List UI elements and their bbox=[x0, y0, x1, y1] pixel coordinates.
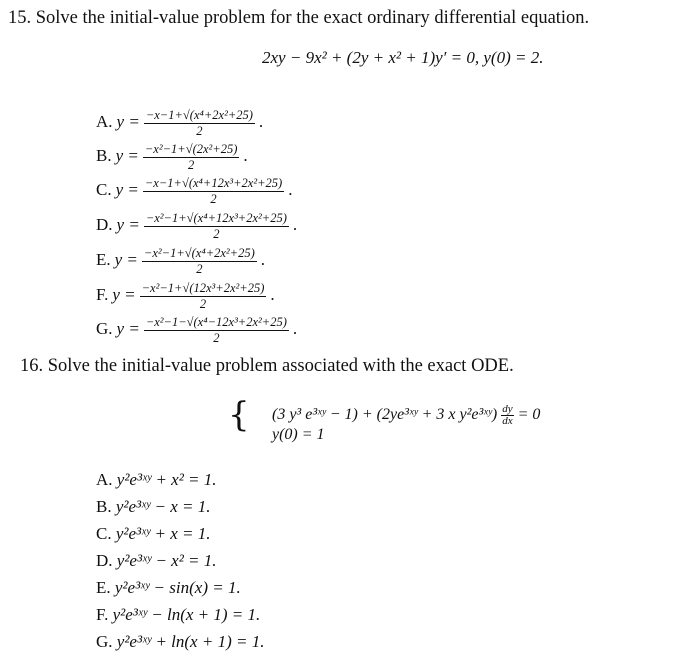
option-label: D. bbox=[96, 215, 113, 235]
q15-equation: 2xy − 9x² + (2y + x² + 1)y′ = 0, y(0) = 2. bbox=[262, 48, 544, 67]
fraction-denominator: 2 bbox=[188, 158, 195, 172]
option-label: F. bbox=[96, 605, 109, 624]
option-end: . bbox=[270, 285, 275, 305]
fraction-denominator: 2 bbox=[196, 262, 203, 276]
q16-heading: 16. Solve the initial-value problem associated with the exact ODE. bbox=[20, 356, 514, 376]
option-fraction bbox=[143, 143, 240, 172]
option-text: y²e³ˣʸ + x = 1. bbox=[115, 524, 211, 543]
option-end: . bbox=[292, 215, 298, 235]
option-lhs: y = bbox=[112, 285, 136, 305]
q15-option-e bbox=[96, 247, 265, 276]
option-text: y²e³ˣʸ − x² = 1. bbox=[116, 551, 217, 570]
q16-option-a bbox=[96, 470, 217, 490]
derivative-numerator: dy bbox=[502, 403, 513, 415]
option-fraction bbox=[144, 316, 289, 345]
option-label: C. bbox=[96, 524, 112, 543]
q15-option-d bbox=[96, 212, 297, 241]
fraction-denominator: 2 bbox=[213, 331, 220, 345]
fraction-denominator: 2 bbox=[213, 227, 220, 241]
option-label: B. bbox=[96, 497, 112, 516]
option-end: . bbox=[292, 319, 298, 339]
option-label: B. bbox=[96, 146, 112, 166]
option-label: E. bbox=[96, 578, 111, 597]
option-fraction bbox=[142, 247, 257, 276]
fraction-denominator: 2 bbox=[210, 192, 217, 206]
option-label: E. bbox=[96, 250, 111, 270]
fraction-numerator: −x²−1+√(x⁴+12x³+2x²+25) bbox=[145, 211, 287, 225]
fraction-numerator: −x−1+√(x⁴+12x³+2x²+25) bbox=[144, 176, 283, 190]
option-end: . bbox=[288, 180, 293, 200]
option-label: G. bbox=[96, 319, 113, 339]
option-text: y²e³ˣʸ − ln(x + 1) = 1. bbox=[112, 605, 261, 624]
option-label: F. bbox=[96, 285, 109, 305]
q16-option-b bbox=[96, 497, 211, 517]
system-brace: { bbox=[228, 395, 250, 435]
fraction-numerator: −x²−1+√(12x³+2x²+25) bbox=[141, 281, 265, 295]
q15-option-a bbox=[96, 109, 263, 138]
fraction-numerator: −x²−1+√(x⁴+2x²+25) bbox=[143, 246, 255, 260]
fraction-numerator: −x²−1+√(2x²+25) bbox=[144, 142, 238, 156]
derivative-fraction bbox=[501, 404, 513, 427]
option-lhs: y = bbox=[116, 112, 140, 132]
option-end: . bbox=[258, 112, 264, 132]
ode-left: (3 y³ e³ˣʸ − 1) + (2ye³ˣʸ + 3 x y²e³ˣʸ) bbox=[272, 406, 498, 424]
q15-heading: 15. Solve the initial-value problem for the exact ordinary differential equation. bbox=[8, 8, 590, 28]
option-label: A. bbox=[96, 112, 113, 132]
option-lhs: y = bbox=[114, 250, 138, 270]
ode-right: = 0 bbox=[517, 406, 541, 424]
fraction-denominator: 2 bbox=[199, 297, 207, 311]
fraction-numerator: −x²−1−√(x⁴−12x³+2x²+25) bbox=[145, 315, 287, 329]
option-text: y²e³ˣʸ − x = 1. bbox=[115, 497, 211, 516]
option-text: y²e³ˣʸ + ln(x + 1) = 1. bbox=[116, 632, 265, 651]
option-lhs: y = bbox=[116, 215, 140, 235]
q16-option-f bbox=[96, 605, 260, 625]
q15-option-c bbox=[96, 177, 292, 206]
q15-option-b bbox=[96, 143, 248, 172]
option-label: A. bbox=[96, 470, 113, 489]
option-lhs: y = bbox=[116, 319, 140, 339]
option-end: . bbox=[243, 146, 248, 166]
q16-ode-line bbox=[272, 404, 540, 427]
option-fraction bbox=[143, 177, 284, 206]
option-text: y²e³ˣʸ + x² = 1. bbox=[116, 470, 217, 489]
option-fraction bbox=[140, 282, 267, 311]
option-lhs: y = bbox=[115, 146, 139, 166]
q15-option-g bbox=[96, 316, 297, 345]
fraction-denominator: 2 bbox=[196, 124, 203, 138]
option-label: G. bbox=[96, 632, 113, 651]
q16-option-d bbox=[96, 551, 217, 571]
derivative-denominator: dx bbox=[502, 415, 513, 427]
option-label: C. bbox=[96, 180, 112, 200]
option-fraction bbox=[144, 109, 255, 138]
q15-option-f bbox=[96, 282, 275, 311]
q16-option-c bbox=[96, 524, 211, 544]
q16-option-g bbox=[96, 632, 264, 652]
option-lhs: y = bbox=[115, 180, 139, 200]
q16-initial-condition: y(0) = 1 bbox=[272, 426, 325, 443]
option-label: D. bbox=[96, 551, 113, 570]
fraction-numerator: −x−1+√(x⁴+2x²+25) bbox=[145, 108, 253, 122]
option-fraction bbox=[144, 212, 289, 241]
option-text: y²e³ˣʸ − sin(x) = 1. bbox=[114, 578, 241, 597]
q16-option-e bbox=[96, 578, 241, 598]
option-end: . bbox=[260, 250, 266, 270]
